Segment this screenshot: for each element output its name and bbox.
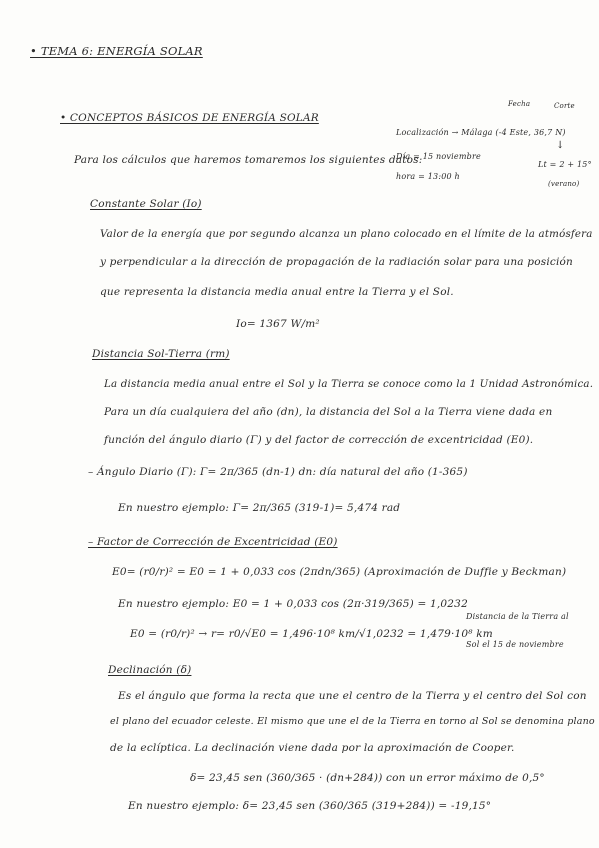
paragraph-line: función del ángulo diario (Γ) y del factor de corrección de excentricidad (E0). bbox=[104, 434, 534, 446]
angulo-diario-line: – Ángulo Diario (Γ): Γ= 2π/365 (dn-1) dn: día natural del año (1-365) bbox=[88, 466, 468, 478]
down-arrow-icon: ↓ bbox=[556, 140, 565, 151]
page-title: • TEMA 6: ENERGÍA SOLAR bbox=[30, 44, 203, 58]
factor-formula: E0= (r0/r)² = E0 = 1 + 0,033 cos (2πdn/365) (Aproximación de Duffie y Beckman) bbox=[112, 566, 567, 578]
declinacion-example: En nuestro ejemplo: δ= 23,45 sen (360/365 (319+284)) = -19,15° bbox=[128, 800, 492, 812]
side-note-line3: hora = 13:00 h bbox=[396, 172, 460, 181]
section-heading: • CONCEPTOS BÁSICOS DE ENERGÍA SOLAR bbox=[60, 112, 319, 124]
factor-distance: E0 = (r0/r)² → r= r0/√E0 = 1,496·10⁸ km/√1,0232 = 1,479·10⁸ km bbox=[130, 628, 493, 640]
side-note-line2: Día = 15 noviembre bbox=[396, 152, 481, 161]
factor-example: En nuestro ejemplo: E0 = 1 + 0,033 cos (2π·319/365) = 1,0232 bbox=[118, 598, 468, 610]
intro-text: Para los cálculos que haremos tomaremos los siguientes datos: bbox=[74, 154, 423, 166]
heading-distancia: Distancia Sol-Tierra (rm) bbox=[92, 348, 230, 360]
side-note-fecha: Fecha bbox=[508, 100, 531, 108]
angulo-diario-example: En nuestro ejemplo: Γ= 2π/365 (319-1)= 5,474 rad bbox=[118, 502, 401, 514]
side-note-formula: Lt = 2 + 15° bbox=[538, 160, 592, 169]
factor-correccion-line: – Factor de Corrección de Excentricidad (E0) bbox=[88, 536, 338, 548]
paragraph-line: que representa la distancia media anual entre la Tierra y el Sol. bbox=[100, 286, 454, 298]
paragraph-line: Valor de la energía que por segundo alcanza un plano colocado en el límite de la atmósfera bbox=[100, 228, 593, 240]
side-note-formula-note: (verano) bbox=[548, 180, 580, 188]
paragraph-line: Para un día cualquiera del año (dn), la distancia del Sol a la Tierra viene dada en bbox=[104, 406, 553, 418]
paragraph-line: Es el ángulo que forma la recta que une el centro de la Tierra y el centro del Sol con bbox=[118, 690, 587, 702]
paragraph-line: de la eclíptica. La declinación viene dada por la aproximación de Cooper. bbox=[110, 742, 515, 754]
side-note-corte: Corte bbox=[554, 102, 575, 110]
factor-note-1: Distancia de la Tierra al bbox=[466, 612, 569, 621]
heading-constante-solar: Constante Solar (Io) bbox=[90, 198, 202, 210]
paragraph-line: La distancia media anual entre el Sol y la Tierra se conoce como la 1 Unidad Astronómica. bbox=[104, 378, 594, 390]
factor-note-2: Sol el 15 de noviembre bbox=[466, 640, 564, 649]
constante-value: Io= 1367 W/m² bbox=[236, 318, 320, 330]
paragraph-line: y perpendicular a la dirección de propagación de la radiación solar para una posición bbox=[100, 256, 574, 268]
side-note-line1: Localización → Málaga (-4 Este, 36,7 N) bbox=[396, 128, 566, 137]
heading-declinacion: Declinación (δ) bbox=[108, 664, 192, 676]
declinacion-formula: δ= 23,45 sen (360/365 · (dn+284)) con un error máximo de 0,5° bbox=[190, 772, 545, 784]
paragraph-line: el plano del ecuador celeste. El mismo que une el de la Tierra en torno al Sol se denomina plano bbox=[110, 716, 595, 727]
